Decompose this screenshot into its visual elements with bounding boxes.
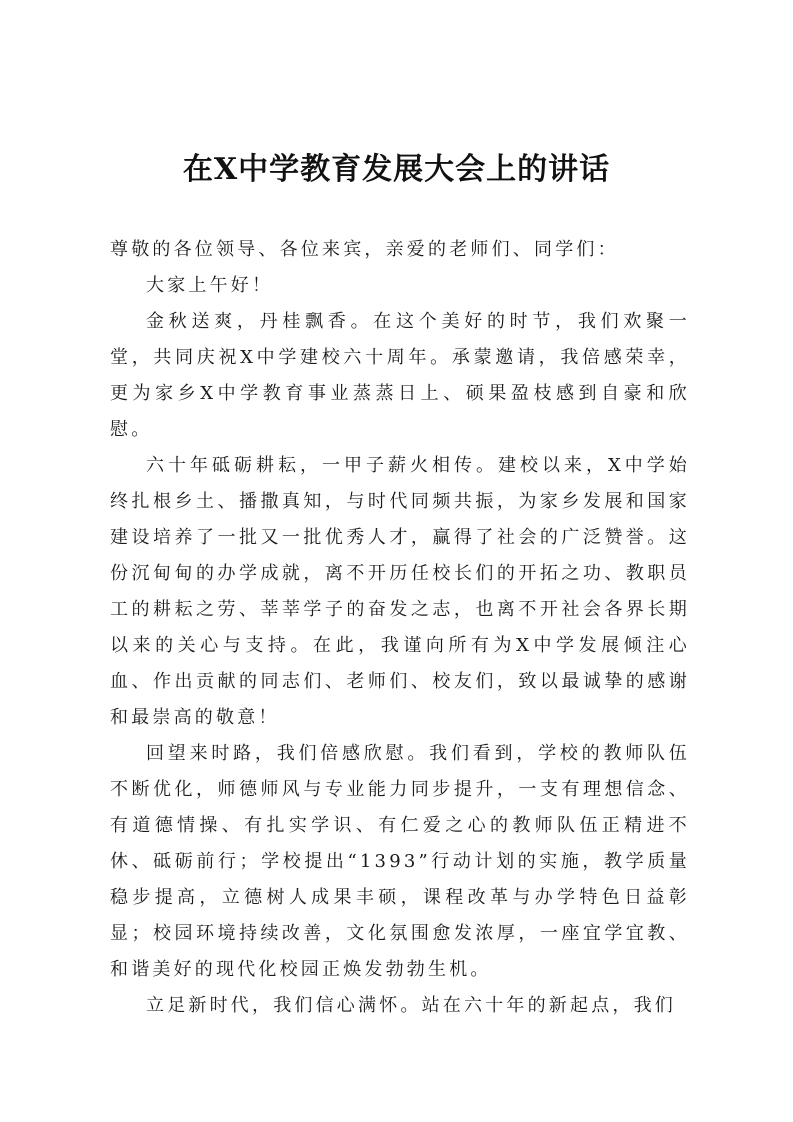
- document-body: [110, 232, 690, 1024]
- paragraph-opening: 金秋送爽，丹桂飘香。在这个美好的时节，我们欢聚一堂，共同庆祝X中学建校六十周年。承蒙邀请，我倍感荣幸，更为家乡X中学教育事业蒸蒸日上、硕果盈枝感到自豪和欣慰。: [110, 311, 690, 440]
- salutation: 尊敬的各位领导、各位来宾，亲爱的老师们、同学们：: [110, 239, 619, 260]
- paragraph-new-era: 立足新时代，我们信心满怀。站在六十年的新起点，我们: [146, 995, 676, 1016]
- document-title: 在X中学教育发展大会上的讲话: [182, 152, 611, 187]
- paragraph-greeting: 大家上午好！: [146, 275, 274, 296]
- paragraph-achievements: 回望来时路，我们倍感欣慰。我们看到，学校的教师队伍不断优化，师德师风与专业能力同步提升，一支有理想信念、有道德情操、有扎实学识、有仁爱之心的教师队伍正精进不休、砥砺前行；学校提出“1393”行动计划的实施，教学质量稳步提高，立德树人成果丰硕，课程改革与办学特色日益彰显；校园环境持续改善，文化氛围愈发浓厚，一座宜学宜教、和谐美好的现代化校园正焕发勃勃生机。: [110, 743, 690, 980]
- paragraph-history: 六十年砥砺耕耘，一甲子薪火相传。建校以来，X中学始终扎根乡土、播撒真知，与时代同频共振，为家乡发展和国家建设培养了一批又一批优秀人才，赢得了社会的广泛赞誉。这份沉甸甸的办学成就，离不开历任校长们的开拓之功、教职员工的耕耘之劳、莘莘学子的奋发之志，也离不开社会各界长期以来的关心与支持。在此，我谨向所有为X中学发展倾注心血、作出贡献的同志们、老师们、校友们，致以最诚挚的感谢和最崇高的敬意！: [110, 455, 690, 728]
